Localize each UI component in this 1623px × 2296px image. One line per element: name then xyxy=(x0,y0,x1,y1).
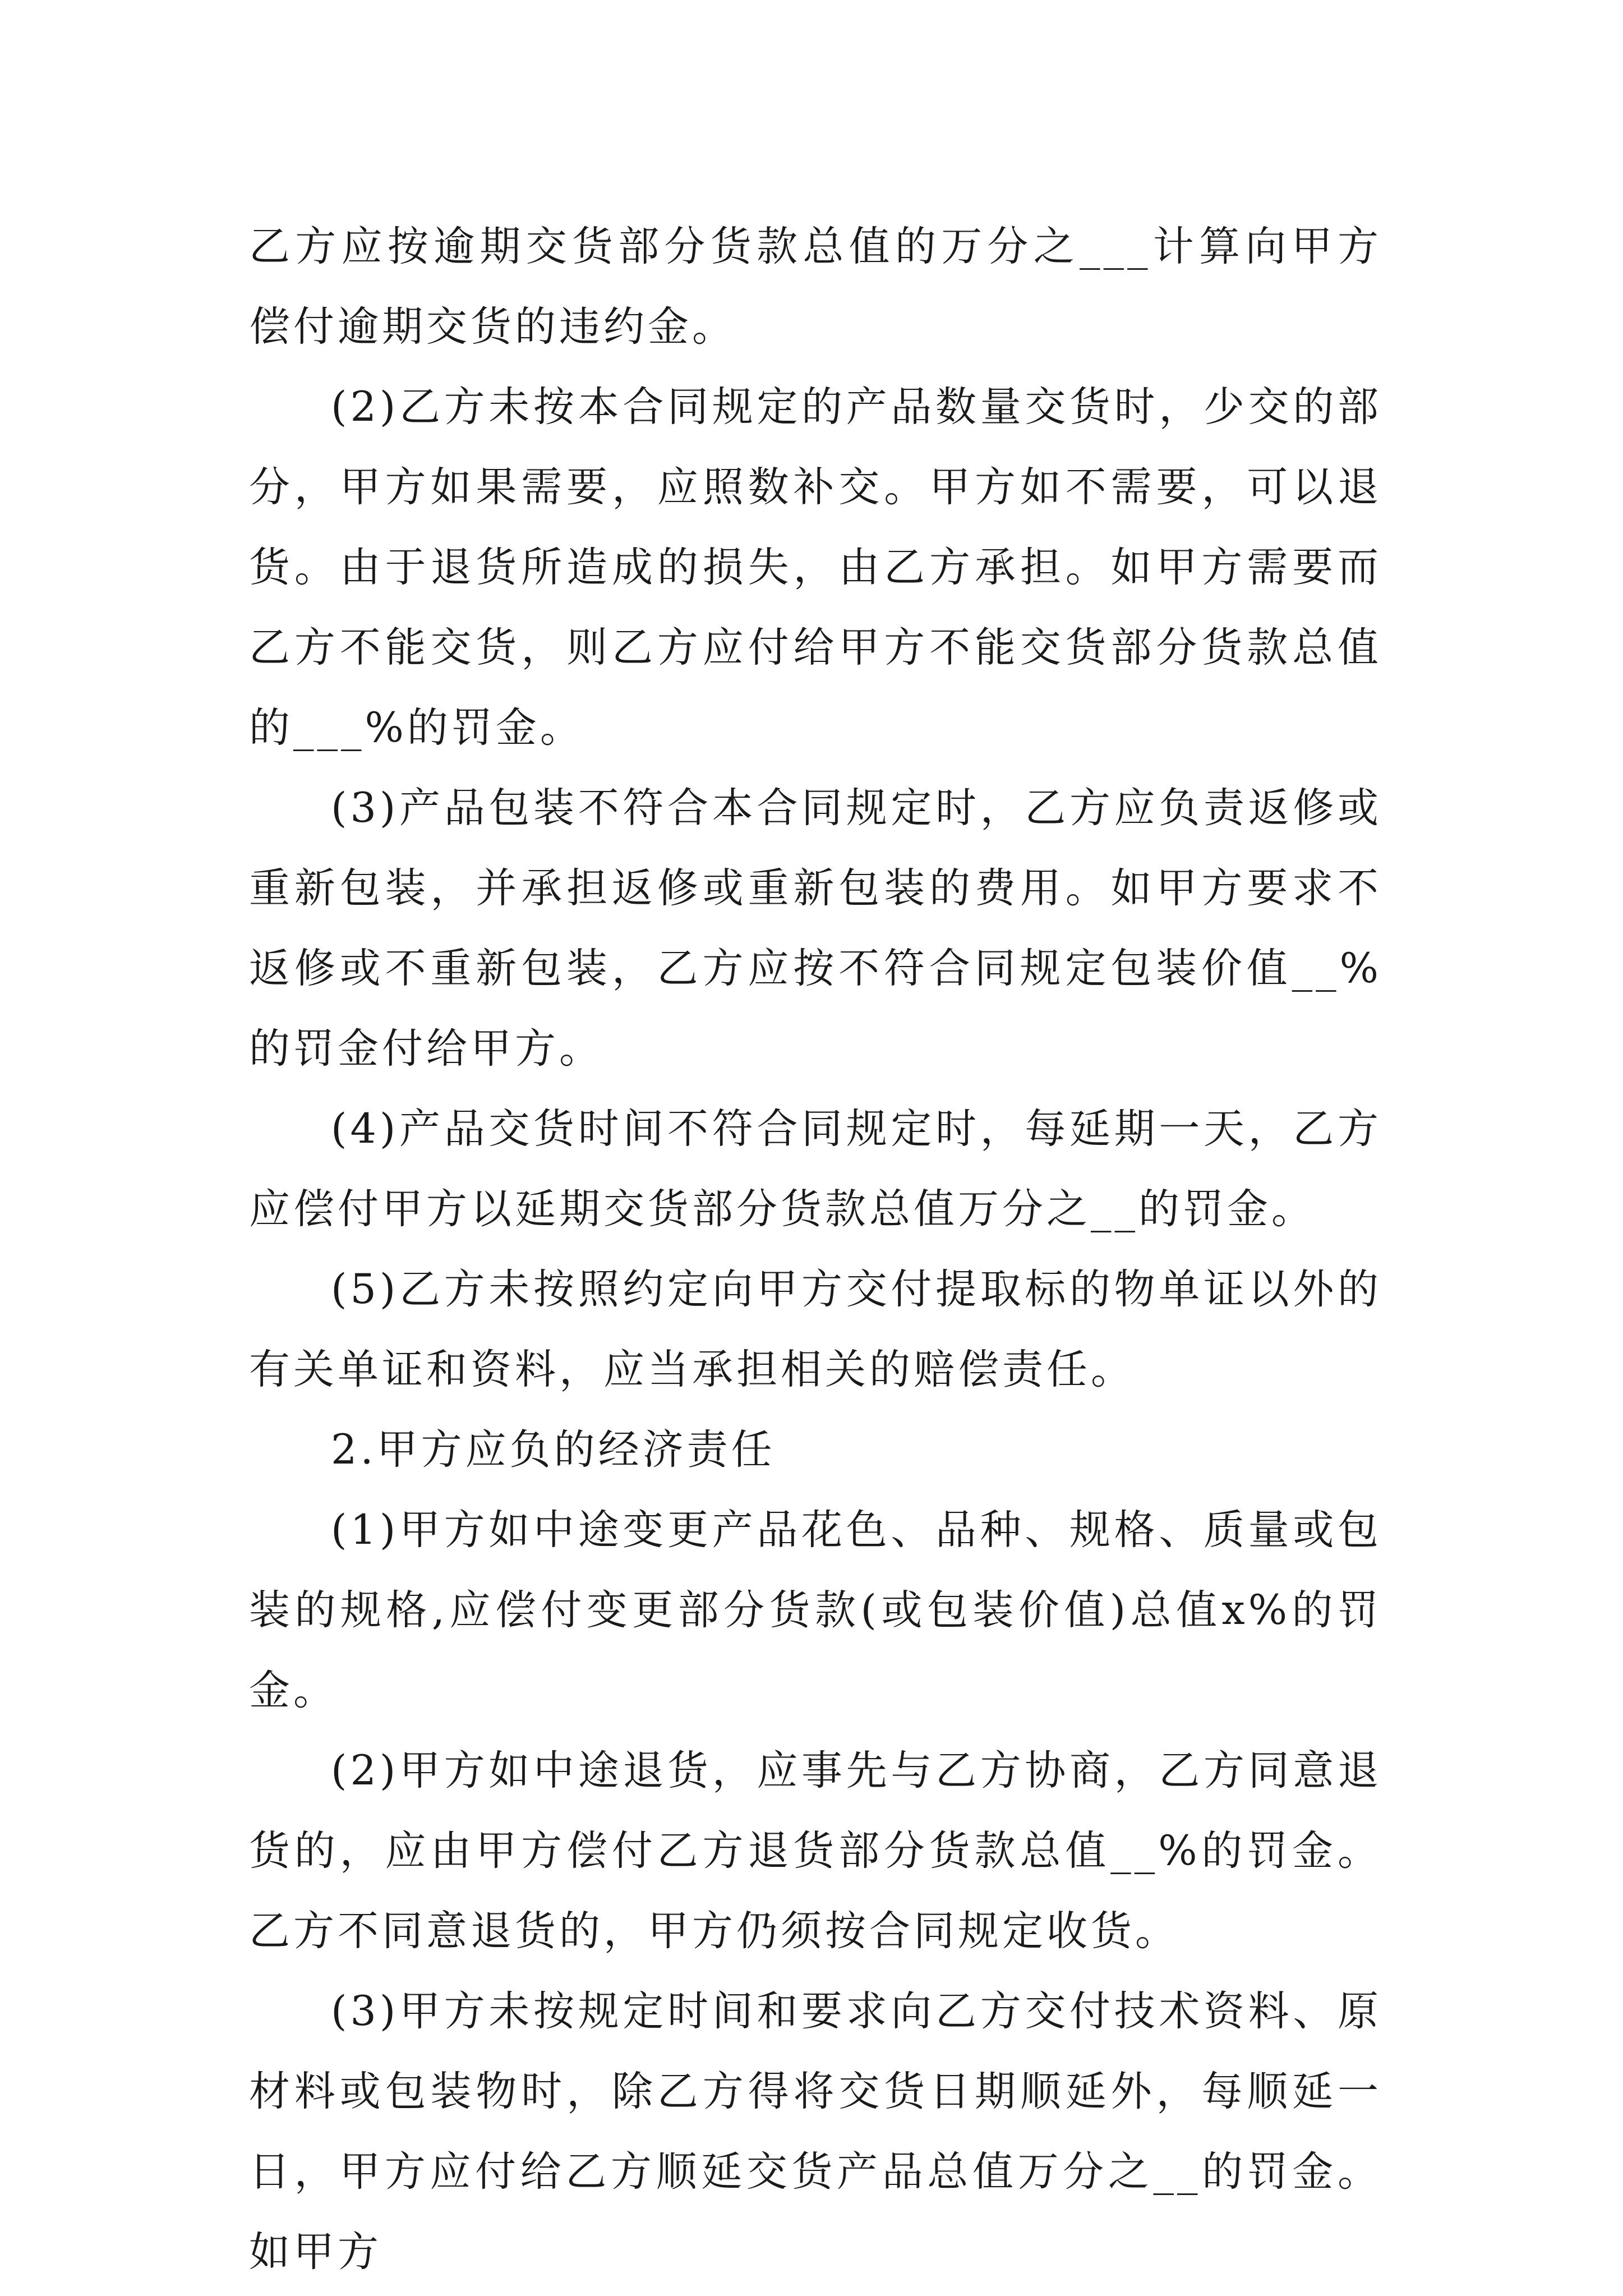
paragraph-party-a-clause-3: (3)甲方未按规定时间和要求向乙方交付技术资料、原材料或包装物时，除乙方得将交货日期顺延外，每顺延一日，甲方应付给乙方顺延交货产品总值万分之__的罚金。如甲方 xyxy=(249,1987,1382,2276)
paragraph-clause-2: (2)乙方未按本合同规定的产品数量交货时，少交的部分，甲方如果需要，应照数补交。甲方如不需要，可以退货。由于退货所造成的损失，由乙方承担。如甲方需要而乙方不能交货，则乙方应付给甲方不能交货部分货款总值的___%的罚金。 xyxy=(249,383,1382,752)
paragraph-clause-5: (5)乙方未按照约定向甲方交付提取标的物单证以外的有关单证和资料，应当承担相关的赔偿责任。 xyxy=(249,1266,1382,1393)
document-body xyxy=(249,206,1382,2292)
paragraph-party-a-clause-1: (1)甲方如中途变更产品花色、品种、规格、质量或包装的规格,应偿付变更部分货款(或包装价值)总值x%的罚金。 xyxy=(249,1506,1382,1714)
paragraph-clause-4: (4)产品交货时间不符合同规定时，每延期一天，乙方应偿付甲方以延期交货部分货款总值万分之__的罚金。 xyxy=(249,1105,1382,1233)
paragraph-party-a-clause-2: (2)甲方如中途退货，应事先与乙方协商，乙方同意退货的，应由甲方偿付乙方退货部分货款总值__%的罚金。乙方不同意退货的，甲方仍须按合同规定收货。 xyxy=(249,1747,1382,1955)
paragraph-clause-3: (3)产品包装不符合本合同规定时，乙方应负责返修或重新包装，并承担返修或重新包装的费用。如甲方要求不返修或不重新包装，乙方应按不符合同规定包装价值__%的罚金付给甲方。 xyxy=(249,784,1382,1073)
paragraph-continuation: 乙方应按逾期交货部分货款总值的万分之___计算向甲方偿付逾期交货的违约金。 xyxy=(249,223,1382,351)
section-heading-party-a-liability: 2.甲方应负的经济责任 xyxy=(331,1426,776,1474)
